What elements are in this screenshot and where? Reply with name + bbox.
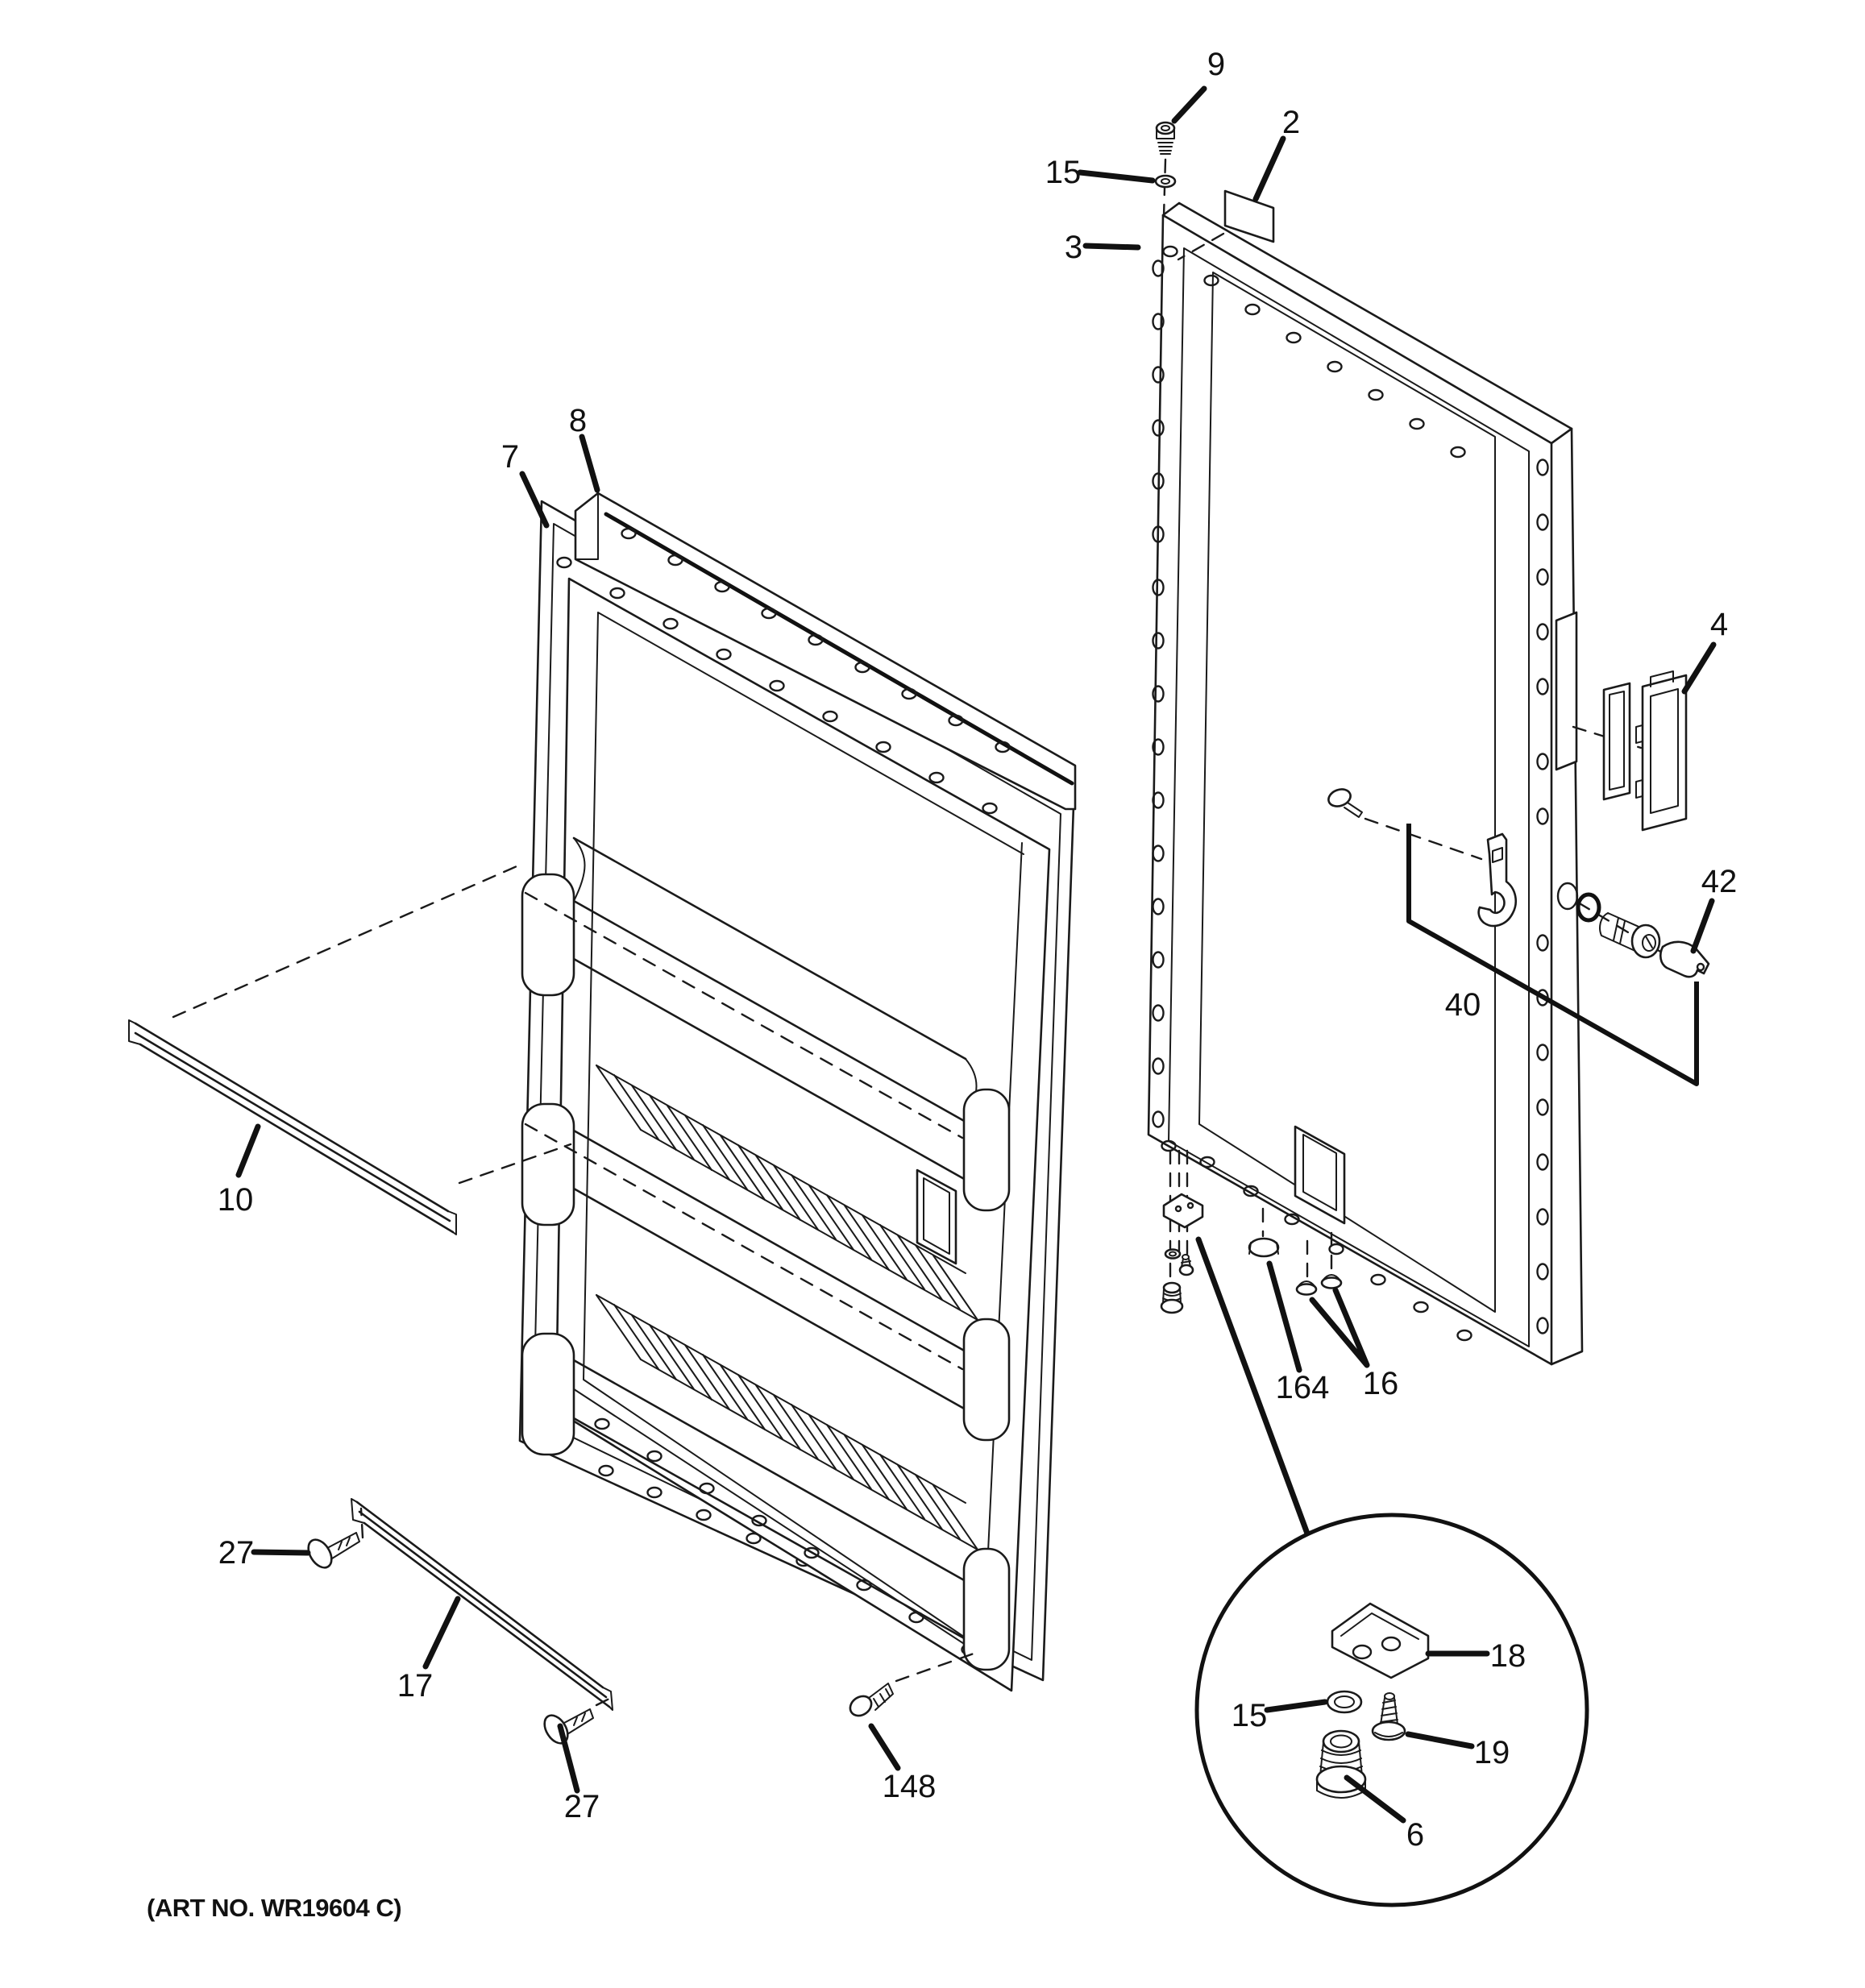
art-number: (ART NO. WR19604 C) — [147, 1894, 402, 1922]
part-label-2: 2 — [1281, 105, 1301, 140]
part-label-17: 17 — [397, 1668, 434, 1704]
push-pin-lower-right — [540, 1699, 609, 1747]
part-label-40: 40 — [1444, 987, 1481, 1023]
part-label-164: 164 — [1275, 1370, 1330, 1405]
part-label-15-top: 15 — [1045, 155, 1082, 190]
part-label-19: 19 — [1473, 1735, 1510, 1770]
shelf-end-caps-left — [522, 874, 574, 1455]
outer-door-panel — [1148, 122, 1582, 1364]
part-label-148: 148 — [882, 1769, 937, 1804]
shelf-1-right-cap — [964, 1089, 1009, 1210]
part-label-15-bottom: 15 — [1231, 1698, 1268, 1733]
shelf-end-caps-right — [964, 1089, 1009, 1670]
part-label-42: 42 — [1701, 864, 1738, 899]
lock-o-ring — [1578, 894, 1599, 920]
lock-keyhole — [1558, 883, 1577, 909]
washer-15-detail — [1327, 1691, 1361, 1712]
part-label-27-right: 27 — [563, 1789, 600, 1824]
part-label-18: 18 — [1489, 1638, 1526, 1674]
shelf-3-right-cap — [964, 1549, 1009, 1670]
part-label-8: 8 — [568, 403, 588, 438]
washer-small — [1165, 1250, 1180, 1259]
lock-bezel-4 — [1573, 671, 1686, 830]
lock-slot — [1556, 612, 1576, 770]
part-label-16: 16 — [1362, 1366, 1399, 1401]
hole-grommet-164 — [1249, 1209, 1278, 1256]
hinge-bushing-small — [1161, 1283, 1182, 1313]
hinge-screw-small — [1180, 1255, 1193, 1275]
lower-trim-rail — [357, 1502, 609, 1707]
shoulder-screw-9 — [1157, 122, 1174, 216]
trim-screw-148 — [846, 1654, 974, 1720]
upper-trim-rail — [129, 1020, 456, 1235]
inner-door-assembly — [173, 493, 1075, 1691]
part-label-3: 3 — [1064, 230, 1083, 265]
washer-15-top — [1156, 176, 1175, 187]
shelf-1-left-cap — [522, 874, 574, 995]
screw-caps-16 — [1297, 1233, 1341, 1295]
part-label-7: 7 — [501, 439, 520, 475]
part-label-27-left: 27 — [218, 1535, 255, 1571]
part-label-10: 10 — [217, 1182, 254, 1218]
shelf-2-right-cap — [964, 1319, 1009, 1440]
shelf-2-left-cap — [522, 1104, 574, 1225]
lock-cylinder — [1600, 913, 1659, 957]
shelf-3-left-cap — [522, 1334, 574, 1455]
part-label-6: 6 — [1406, 1817, 1425, 1853]
part-label-9: 9 — [1207, 47, 1226, 82]
lock-key — [1660, 942, 1709, 977]
push-pin-upper-left — [304, 1509, 363, 1571]
part-label-4: 4 — [1709, 607, 1729, 642]
